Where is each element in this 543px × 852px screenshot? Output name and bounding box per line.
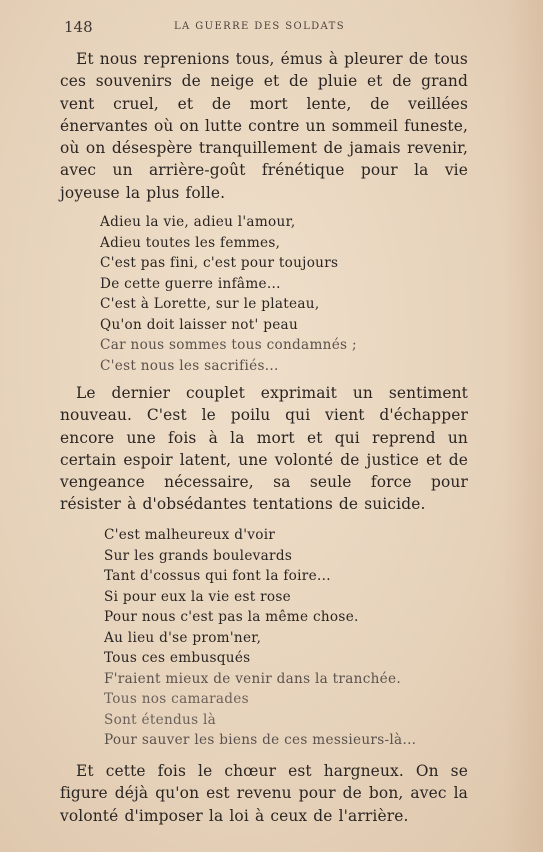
verse-line: Tous ces embusqués	[104, 650, 251, 666]
verse-line: Pour nous c'est pas la même chose.	[104, 609, 359, 625]
verse-line: Adieu la vie, adieu l'amour,	[100, 214, 296, 230]
verse-line: Sur les grands boulevards	[104, 547, 293, 564]
verse-line: C'est nous les sacrifiés...	[100, 357, 279, 374]
verse-line: C'est à Lorette, sur le plateau,	[100, 296, 320, 312]
verse-line: C'est malheureux d'voir	[104, 527, 276, 543]
verse-line: Car nous sommes tous condamnés ;	[100, 337, 357, 353]
verse-line: Tous nos camarades	[104, 691, 249, 707]
verse-line: F'raient mieux de venir dans la tranchée.	[104, 670, 401, 687]
page-number: 148	[64, 18, 93, 36]
song-verse-lorette	[100, 212, 357, 376]
verse-line: De cette guerre infâme...	[100, 275, 281, 292]
verse-line: Tant d'cossus qui font la foire...	[104, 568, 331, 584]
running-head	[64, 18, 474, 38]
paragraph-last-couplet: Le dernier couplet exprimait un sentiment nouveau. C'est le poilu qui vient d'échapper encore une fois à la mort et qui reprend un certain espoir latent, une volonté de justice et de vengeance nécessaire, sa seule force pour résister à d'obsédantes tentations de suicide.	[60, 384, 468, 514]
verse-line: Qu'on doit laisser not' peau	[100, 316, 298, 333]
verse-line: Au lieu d'se prom'ner,	[104, 629, 262, 646]
running-head-title: LA GUERRE DES SOLDATS	[174, 21, 345, 32]
paragraph-chorus: Et cette fois le chœur est hargneux. On se figure déjà qu'on est revenu pour de bon, avec la volonté d'imposer la loi à ceux de l'arrière.	[60, 762, 468, 825]
paragraph-memories: Et nous reprenions tous, émus à pleurer de tous ces souvenirs de neige et de pluie et de grand vent cruel, et de mort lente, de veillées énervantes où on lutte contre un sommeil funeste, où on désespère tranquillement de jamais revenir, avec un arrière-goût frénétique pour la vie joyeuse la plus folle.	[60, 50, 469, 202]
verse-line: Adieu toutes les femmes,	[100, 234, 281, 251]
verse-line: Sont étendus là	[104, 711, 217, 728]
song-verse-boulevards	[104, 525, 416, 751]
verse-line: C'est pas fini, c'est pour toujours	[100, 255, 339, 271]
verse-line: Pour sauver les biens de ces messieurs-là...	[104, 732, 417, 748]
verse-line: Si pour eux la vie est rose	[104, 588, 292, 605]
